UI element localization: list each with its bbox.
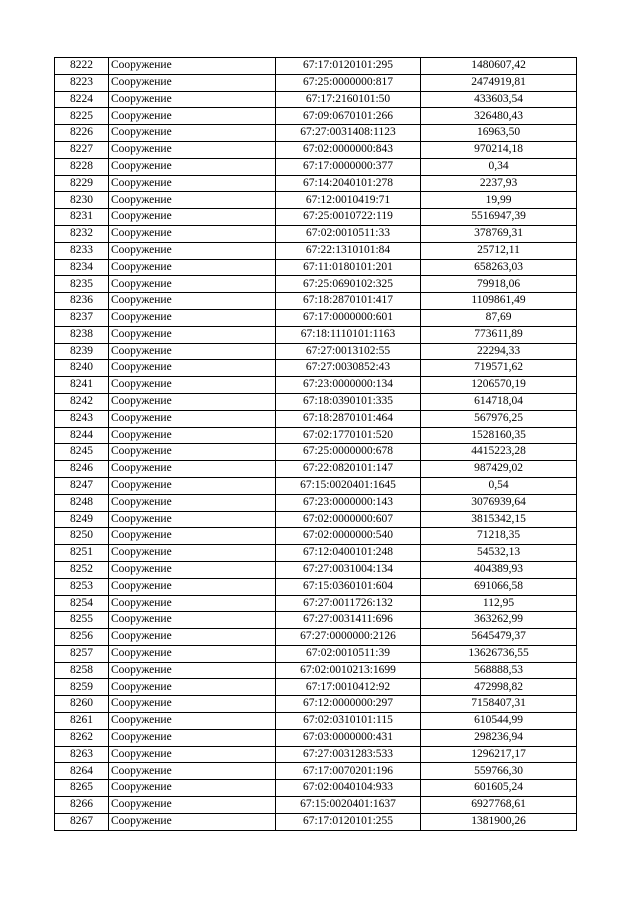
cadastral-value-cell: 1109861,49 — [421, 293, 577, 310]
cadastral-number-cell: 67:22:1310101:84 — [276, 242, 421, 259]
cadastral-value-cell: 378769,31 — [421, 225, 577, 242]
row-number-cell: 8238 — [55, 326, 109, 343]
row-number-cell: 8233 — [55, 242, 109, 259]
property-registry-table — [54, 57, 577, 831]
table-row — [55, 763, 577, 780]
registry-table-body — [55, 58, 577, 831]
row-number-cell: 8253 — [55, 578, 109, 595]
cadastral-value-cell: 1480607,42 — [421, 58, 577, 75]
cadastral-number-cell: 67:12:0000000:297 — [276, 696, 421, 713]
object-type-cell: Сооружение — [109, 242, 276, 259]
cadastral-value-cell: 433603,54 — [421, 91, 577, 108]
cadastral-value-cell: 5645479,37 — [421, 629, 577, 646]
object-type-cell: Сооружение — [109, 377, 276, 394]
table-row — [55, 360, 577, 377]
cadastral-number-cell: 67:18:1110101:1163 — [276, 326, 421, 343]
object-type-cell: Сооружение — [109, 293, 276, 310]
table-row — [55, 578, 577, 595]
object-type-cell: Сооружение — [109, 158, 276, 175]
row-number-cell: 8239 — [55, 343, 109, 360]
row-number-cell: 8224 — [55, 91, 109, 108]
table-row — [55, 461, 577, 478]
row-number-cell: 8240 — [55, 360, 109, 377]
cadastral-number-cell: 67:11:0180101:201 — [276, 259, 421, 276]
cadastral-number-cell: 67:27:0031411:696 — [276, 612, 421, 629]
object-type-cell: Сооружение — [109, 746, 276, 763]
cadastral-value-cell: 2474919,81 — [421, 74, 577, 91]
table-row — [55, 629, 577, 646]
table-row — [55, 662, 577, 679]
object-type-cell: Сооружение — [109, 511, 276, 528]
row-number-cell: 8236 — [55, 293, 109, 310]
row-number-cell: 8249 — [55, 511, 109, 528]
object-type-cell: Сооружение — [109, 259, 276, 276]
table-row — [55, 696, 577, 713]
object-type-cell: Сооружение — [109, 360, 276, 377]
object-type-cell: Сооружение — [109, 91, 276, 108]
cadastral-value-cell: 4415223,28 — [421, 444, 577, 461]
cadastral-value-cell: 112,95 — [421, 595, 577, 612]
row-number-cell: 8262 — [55, 729, 109, 746]
cadastral-value-cell: 567976,25 — [421, 410, 577, 427]
cadastral-number-cell: 67:25:0000000:678 — [276, 444, 421, 461]
cadastral-value-cell: 54532,13 — [421, 545, 577, 562]
row-number-cell: 8267 — [55, 813, 109, 830]
object-type-cell: Сооружение — [109, 696, 276, 713]
object-type-cell: Сооружение — [109, 729, 276, 746]
row-number-cell: 8255 — [55, 612, 109, 629]
cadastral-number-cell: 67:23:0000000:134 — [276, 377, 421, 394]
table-row — [55, 612, 577, 629]
row-number-cell: 8245 — [55, 444, 109, 461]
cadastral-value-cell: 13626736,55 — [421, 645, 577, 662]
cadastral-number-cell: 67:23:0000000:143 — [276, 494, 421, 511]
cadastral-number-cell: 67:02:0010213:1699 — [276, 662, 421, 679]
cadastral-value-cell: 614718,04 — [421, 393, 577, 410]
row-number-cell: 8246 — [55, 461, 109, 478]
table-row — [55, 74, 577, 91]
cadastral-number-cell: 67:02:0000000:607 — [276, 511, 421, 528]
cadastral-number-cell: 67:25:0010722:119 — [276, 209, 421, 226]
table-row — [55, 713, 577, 730]
cadastral-number-cell: 67:27:0031004:134 — [276, 561, 421, 578]
cadastral-value-cell: 773611,89 — [421, 326, 577, 343]
row-number-cell: 8251 — [55, 545, 109, 562]
cadastral-number-cell: 67:12:0400101:248 — [276, 545, 421, 562]
table-row — [55, 293, 577, 310]
row-number-cell: 8242 — [55, 393, 109, 410]
cadastral-number-cell: 67:02:0000000:843 — [276, 141, 421, 158]
table-row — [55, 242, 577, 259]
cadastral-value-cell: 568888,53 — [421, 662, 577, 679]
cadastral-number-cell: 67:18:2870101:417 — [276, 293, 421, 310]
cadastral-number-cell: 67:02:0010511:33 — [276, 225, 421, 242]
object-type-cell: Сооружение — [109, 410, 276, 427]
cadastral-value-cell: 326480,43 — [421, 108, 577, 125]
cadastral-number-cell: 67:25:0000000:817 — [276, 74, 421, 91]
cadastral-value-cell: 610544,99 — [421, 713, 577, 730]
table-row — [55, 209, 577, 226]
row-number-cell: 8264 — [55, 763, 109, 780]
table-row — [55, 192, 577, 209]
object-type-cell: Сооружение — [109, 612, 276, 629]
row-number-cell: 8228 — [55, 158, 109, 175]
cadastral-number-cell: 67:22:0820101:147 — [276, 461, 421, 478]
object-type-cell: Сооружение — [109, 477, 276, 494]
cadastral-number-cell: 67:14:2040101:278 — [276, 175, 421, 192]
cadastral-value-cell: 3815342,15 — [421, 511, 577, 528]
table-row — [55, 276, 577, 293]
cadastral-value-cell: 1296217,17 — [421, 746, 577, 763]
table-row — [55, 813, 577, 830]
row-number-cell: 8223 — [55, 74, 109, 91]
object-type-cell: Сооружение — [109, 209, 276, 226]
table-row — [55, 377, 577, 394]
table-row — [55, 645, 577, 662]
cadastral-number-cell: 67:02:0040104:933 — [276, 780, 421, 797]
table-row — [55, 309, 577, 326]
object-type-cell: Сооружение — [109, 427, 276, 444]
cadastral-number-cell: 67:27:0013102:55 — [276, 343, 421, 360]
cadastral-number-cell: 67:17:0010412:92 — [276, 679, 421, 696]
table-row — [55, 141, 577, 158]
object-type-cell: Сооружение — [109, 276, 276, 293]
object-type-cell: Сооружение — [109, 309, 276, 326]
cadastral-value-cell: 559766,30 — [421, 763, 577, 780]
cadastral-number-cell: 67:15:0020401:1637 — [276, 797, 421, 814]
cadastral-value-cell: 7158407,31 — [421, 696, 577, 713]
cadastral-number-cell: 67:27:0011726:132 — [276, 595, 421, 612]
object-type-cell: Сооружение — [109, 545, 276, 562]
cadastral-number-cell: 67:18:0390101:335 — [276, 393, 421, 410]
table-row — [55, 343, 577, 360]
row-number-cell: 8222 — [55, 58, 109, 75]
row-number-cell: 8261 — [55, 713, 109, 730]
object-type-cell: Сооружение — [109, 192, 276, 209]
cadastral-value-cell: 601605,24 — [421, 780, 577, 797]
cadastral-number-cell: 67:12:0010419:71 — [276, 192, 421, 209]
cadastral-number-cell: 67:17:2160101:50 — [276, 91, 421, 108]
row-number-cell: 8234 — [55, 259, 109, 276]
cadastral-number-cell: 67:27:0000000:2126 — [276, 629, 421, 646]
cadastral-value-cell: 3076939,64 — [421, 494, 577, 511]
row-number-cell: 8248 — [55, 494, 109, 511]
row-number-cell: 8266 — [55, 797, 109, 814]
cadastral-number-cell: 67:27:0031283:533 — [276, 746, 421, 763]
object-type-cell: Сооружение — [109, 343, 276, 360]
row-number-cell: 8250 — [55, 528, 109, 545]
cadastral-value-cell: 719571,62 — [421, 360, 577, 377]
cadastral-number-cell: 67:15:0360101:604 — [276, 578, 421, 595]
object-type-cell: Сооружение — [109, 175, 276, 192]
cadastral-value-cell: 363262,99 — [421, 612, 577, 629]
object-type-cell: Сооружение — [109, 108, 276, 125]
object-type-cell: Сооружение — [109, 629, 276, 646]
cadastral-number-cell: 67:25:0690102:325 — [276, 276, 421, 293]
cadastral-value-cell: 19,99 — [421, 192, 577, 209]
table-row — [55, 158, 577, 175]
table-row — [55, 561, 577, 578]
object-type-cell: Сооружение — [109, 713, 276, 730]
table-row — [55, 125, 577, 142]
row-number-cell: 8226 — [55, 125, 109, 142]
table-row — [55, 58, 577, 75]
table-row — [55, 427, 577, 444]
object-type-cell: Сооружение — [109, 74, 276, 91]
table-row — [55, 494, 577, 511]
row-number-cell: 8231 — [55, 209, 109, 226]
cadastral-number-cell: 67:17:0000000:601 — [276, 309, 421, 326]
table-row — [55, 326, 577, 343]
table-row — [55, 444, 577, 461]
cadastral-value-cell: 22294,33 — [421, 343, 577, 360]
object-type-cell: Сооружение — [109, 813, 276, 830]
cadastral-number-cell: 67:02:0010511:39 — [276, 645, 421, 662]
cadastral-number-cell: 67:27:0031408:1123 — [276, 125, 421, 142]
cadastral-number-cell: 67:17:0000000:377 — [276, 158, 421, 175]
cadastral-value-cell: 472998,82 — [421, 679, 577, 696]
cadastral-value-cell: 87,69 — [421, 309, 577, 326]
cadastral-value-cell: 404389,93 — [421, 561, 577, 578]
cadastral-value-cell: 658263,03 — [421, 259, 577, 276]
row-number-cell: 8225 — [55, 108, 109, 125]
table-row — [55, 528, 577, 545]
cadastral-number-cell: 67:02:1770101:520 — [276, 427, 421, 444]
object-type-cell: Сооружение — [109, 578, 276, 595]
cadastral-value-cell: 16963,50 — [421, 125, 577, 142]
cadastral-number-cell: 67:09:0670101:266 — [276, 108, 421, 125]
cadastral-number-cell: 67:17:0120101:255 — [276, 813, 421, 830]
row-number-cell: 8256 — [55, 629, 109, 646]
table-row — [55, 729, 577, 746]
object-type-cell: Сооружение — [109, 125, 276, 142]
object-type-cell: Сооружение — [109, 461, 276, 478]
table-row — [55, 679, 577, 696]
row-number-cell: 8254 — [55, 595, 109, 612]
cadastral-value-cell: 691066,58 — [421, 578, 577, 595]
object-type-cell: Сооружение — [109, 58, 276, 75]
object-type-cell: Сооружение — [109, 225, 276, 242]
cadastral-number-cell: 67:27:0030852:43 — [276, 360, 421, 377]
table-row — [55, 393, 577, 410]
row-number-cell: 8243 — [55, 410, 109, 427]
table-row — [55, 91, 577, 108]
row-number-cell: 8241 — [55, 377, 109, 394]
row-number-cell: 8260 — [55, 696, 109, 713]
cadastral-value-cell: 0,34 — [421, 158, 577, 175]
cadastral-value-cell: 5516947,39 — [421, 209, 577, 226]
cadastral-number-cell: 67:15:0020401:1645 — [276, 477, 421, 494]
cadastral-value-cell: 0,54 — [421, 477, 577, 494]
cadastral-value-cell: 79918,06 — [421, 276, 577, 293]
table-row — [55, 477, 577, 494]
cadastral-number-cell: 67:02:0000000:540 — [276, 528, 421, 545]
row-number-cell: 8252 — [55, 561, 109, 578]
cadastral-value-cell: 298236,94 — [421, 729, 577, 746]
cadastral-value-cell: 1528160,35 — [421, 427, 577, 444]
table-row — [55, 746, 577, 763]
row-number-cell: 8265 — [55, 780, 109, 797]
object-type-cell: Сооружение — [109, 797, 276, 814]
object-type-cell: Сооружение — [109, 141, 276, 158]
cadastral-number-cell: 67:02:0310101:115 — [276, 713, 421, 730]
object-type-cell: Сооружение — [109, 326, 276, 343]
row-number-cell: 8244 — [55, 427, 109, 444]
table-row — [55, 410, 577, 427]
object-type-cell: Сооружение — [109, 662, 276, 679]
object-type-cell: Сооружение — [109, 645, 276, 662]
object-type-cell: Сооружение — [109, 494, 276, 511]
row-number-cell: 8227 — [55, 141, 109, 158]
table-row — [55, 797, 577, 814]
cadastral-value-cell: 6927768,61 — [421, 797, 577, 814]
cadastral-number-cell: 67:17:0120101:295 — [276, 58, 421, 75]
table-row — [55, 780, 577, 797]
row-number-cell: 8232 — [55, 225, 109, 242]
row-number-cell: 8258 — [55, 662, 109, 679]
row-number-cell: 8229 — [55, 175, 109, 192]
cadastral-value-cell: 970214,18 — [421, 141, 577, 158]
object-type-cell: Сооружение — [109, 444, 276, 461]
object-type-cell: Сооружение — [109, 393, 276, 410]
cadastral-value-cell: 25712,11 — [421, 242, 577, 259]
row-number-cell: 8263 — [55, 746, 109, 763]
cadastral-number-cell: 67:17:0070201:196 — [276, 763, 421, 780]
row-number-cell: 8247 — [55, 477, 109, 494]
table-row — [55, 225, 577, 242]
table-row — [55, 108, 577, 125]
row-number-cell: 8235 — [55, 276, 109, 293]
table-row — [55, 175, 577, 192]
cadastral-value-cell: 2237,93 — [421, 175, 577, 192]
cadastral-value-cell: 987429,02 — [421, 461, 577, 478]
object-type-cell: Сооружение — [109, 528, 276, 545]
object-type-cell: Сооружение — [109, 763, 276, 780]
table-row — [55, 259, 577, 276]
object-type-cell: Сооружение — [109, 561, 276, 578]
row-number-cell: 8257 — [55, 645, 109, 662]
row-number-cell: 8259 — [55, 679, 109, 696]
table-row — [55, 545, 577, 562]
object-type-cell: Сооружение — [109, 679, 276, 696]
cadastral-value-cell: 1381900,26 — [421, 813, 577, 830]
table-row — [55, 511, 577, 528]
object-type-cell: Сооружение — [109, 780, 276, 797]
row-number-cell: 8237 — [55, 309, 109, 326]
cadastral-value-cell: 71218,35 — [421, 528, 577, 545]
cadastral-number-cell: 67:03:0000000:431 — [276, 729, 421, 746]
cadastral-value-cell: 1206570,19 — [421, 377, 577, 394]
row-number-cell: 8230 — [55, 192, 109, 209]
table-row — [55, 595, 577, 612]
cadastral-number-cell: 67:18:2870101:464 — [276, 410, 421, 427]
object-type-cell: Сооружение — [109, 595, 276, 612]
